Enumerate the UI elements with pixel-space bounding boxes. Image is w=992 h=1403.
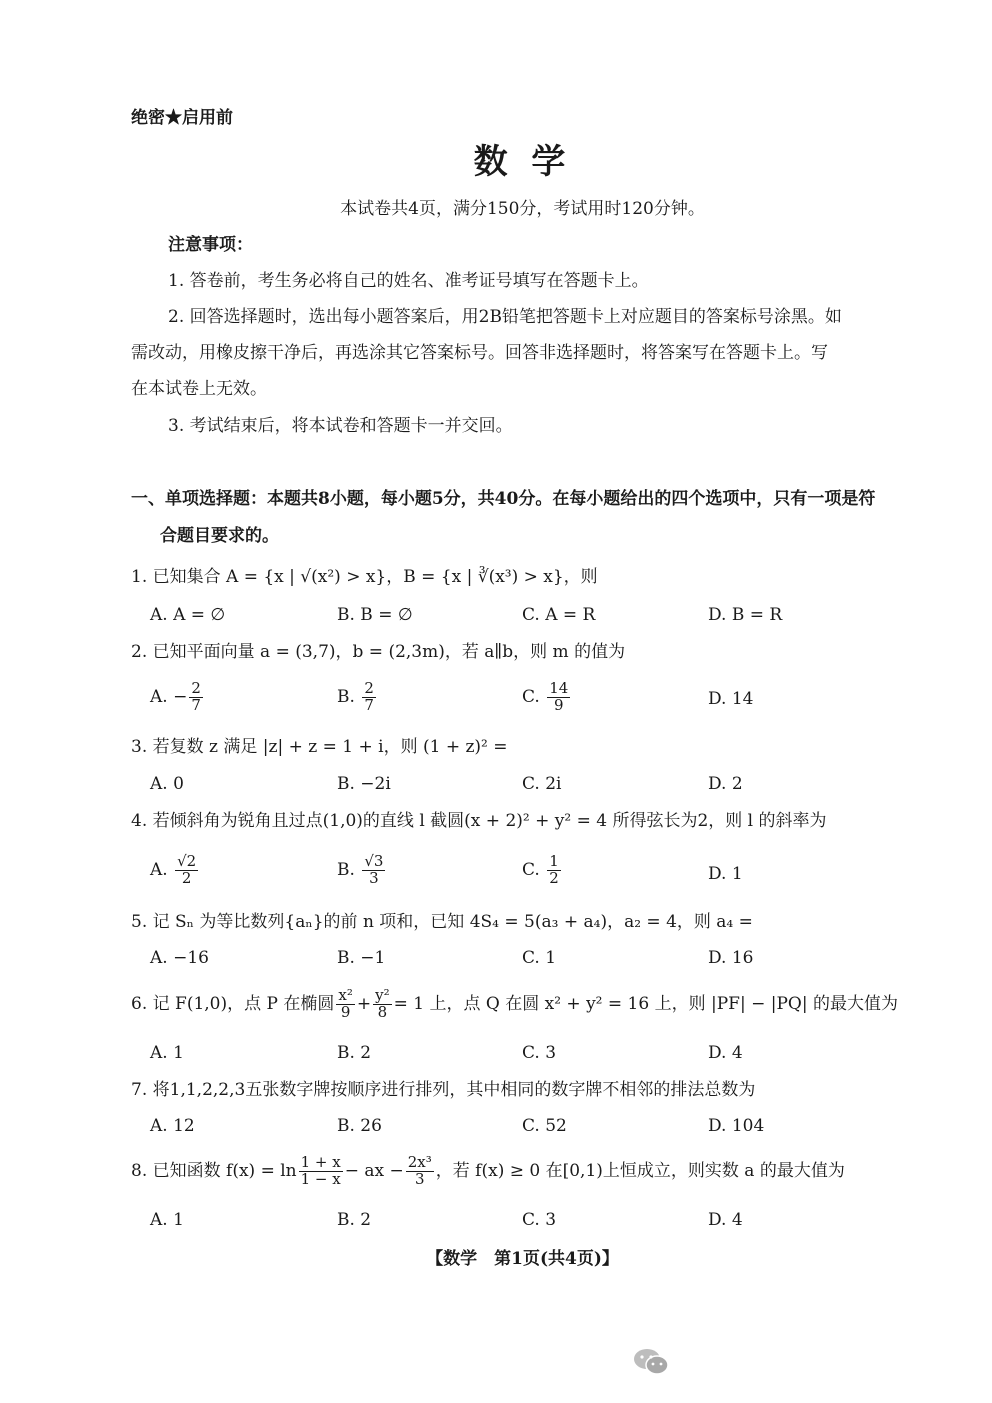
option: C. 52 [522, 1116, 567, 1136]
stem-text: 8. 已知函数 f(x) = ln [131, 1160, 297, 1181]
denominator: 3 [369, 868, 379, 887]
notice-item: 3. 考试结束后，将本试卷和答题卡一并交回。 [168, 416, 513, 436]
denominator: 2 [181, 868, 192, 887]
numerator: 1 + x [300, 1153, 341, 1171]
notice-item: 1. 答卷前，考生务必将自己的姓名、准考证号填写在答题卡上。 [168, 271, 649, 291]
numerator: x² [338, 986, 353, 1004]
option: D. 4 [708, 1210, 743, 1230]
numerator: √3 [364, 852, 384, 870]
fraction [189, 681, 203, 714]
section-heading: 一、单项选择题：本题共8小题，每小题5分，共40分。在每小题给出的四个选项中，只有一项是符 [131, 489, 876, 509]
option-label: A. − [150, 686, 188, 707]
denominator: 3 [414, 1169, 425, 1188]
option: D. 104 [708, 1116, 765, 1136]
option [522, 854, 563, 887]
notice-heading: 注意事项： [168, 235, 253, 255]
option [150, 854, 200, 887]
option-label: B. [337, 686, 361, 707]
section-heading-cont: 合题目要求的。 [160, 526, 279, 546]
page-title: 数 学 [473, 142, 572, 182]
fraction [547, 681, 570, 714]
fraction [362, 681, 376, 714]
option: B. −2i [337, 774, 391, 794]
option: D. B = R [708, 605, 783, 625]
option: B. 2 [337, 1210, 372, 1230]
denominator: 1 − x [300, 1169, 341, 1188]
fraction [336, 988, 354, 1021]
numerator: 1 [549, 852, 559, 870]
question-7-stem: 7. 将1,1,2,2,3五张数字牌按顺序进行排列，其中相同的数字牌不相邻的排法总数为 [131, 1080, 756, 1100]
question-6-stem [131, 988, 898, 1021]
fraction [547, 854, 561, 887]
option [337, 681, 378, 714]
option: A. A = ∅ [150, 605, 226, 625]
option-label: C. [522, 686, 546, 707]
option [150, 681, 205, 714]
stem-text: = 1 上，点 Q 在圆 x² + y² = 16 上，则 |PF| − |PQ| 的最大值为 [393, 993, 898, 1014]
option [337, 854, 387, 887]
numerator: √2 [177, 852, 197, 870]
option: D. 14 [708, 689, 754, 709]
question-3-stem: 3. 若复数 z 满足 |z| + z = 1 + i，则 (1 + z)² = [131, 737, 508, 757]
question-2-stem: 2. 已知平面向量 a = (3,7)，b = (2,3m)，若 a∥b，则 m 的值为 [131, 642, 626, 662]
notice-item: 需改动，用橡皮擦干净后，再选涂其它答案标号。回答非选择题时，将答案写在答题卡上。写 [131, 343, 828, 363]
option-label: A. [150, 859, 174, 880]
option: B. 2 [337, 1043, 372, 1063]
option-label: C. [522, 859, 546, 880]
option: A. −16 [150, 948, 209, 968]
option: A. 12 [150, 1116, 195, 1136]
numerator: 14 [549, 679, 569, 697]
confidential-label: 绝密★启用前 [131, 108, 233, 128]
option [522, 681, 572, 714]
option: B. −1 [337, 948, 386, 968]
option: D. 4 [708, 1043, 743, 1063]
stem-text: ，若 f(x) ≥ 0 在[0,1)上恒成立，则实数 a 的最大值为 [435, 1160, 845, 1181]
denominator: 9 [340, 1002, 351, 1021]
question-1-stem: 1. 已知集合 A = {x | √(x²) > x}，B = {x | ∛(x³) > x}，则 [131, 567, 598, 587]
numerator: 2 [364, 679, 374, 697]
option: C. 3 [522, 1043, 557, 1063]
notice-item: 在本试卷上无效。 [131, 379, 267, 399]
option: B. 26 [337, 1116, 382, 1136]
denominator: 9 [553, 695, 564, 714]
option: C. 2i [522, 774, 562, 794]
option: B. B = ∅ [337, 605, 413, 625]
fraction [373, 988, 392, 1021]
denominator: 7 [364, 695, 374, 714]
fraction [175, 854, 198, 887]
option: A. 1 [150, 1043, 184, 1063]
stem-text: + [356, 993, 372, 1014]
fraction [299, 1155, 343, 1188]
question-5-stem: 5. 记 Sₙ 为等比数列{aₙ}的前 n 项和，已知 4S₄ = 5(a₃ + a₄)，a₂ = 4，则 a₄ = [131, 912, 753, 932]
option: C. 1 [522, 948, 557, 968]
stem-text: 6. 记 F(1,0)，点 P 在椭圆 [131, 993, 335, 1014]
option: D. 1 [708, 864, 743, 884]
option: A. 1 [150, 1210, 184, 1230]
numerator: 2x³ [407, 1153, 432, 1171]
question-8-stem [131, 1155, 845, 1188]
denominator: 8 [377, 1002, 388, 1021]
fraction [362, 854, 385, 887]
page-footer: 【数学 第1页(共4页)】 [426, 1249, 619, 1269]
option: A. 0 [150, 774, 184, 794]
stem-text: − ax − [344, 1160, 404, 1181]
option: C. A = R [522, 605, 596, 625]
numerator: y² [375, 986, 390, 1004]
denominator: 2 [549, 868, 559, 887]
option-label: B. [337, 859, 361, 880]
denominator: 7 [191, 695, 201, 714]
option: D. 2 [708, 774, 743, 794]
option: C. 3 [522, 1210, 557, 1230]
wechat-icon [632, 1346, 672, 1378]
numerator: 2 [191, 679, 201, 697]
subtitle: 本试卷共4页，满分150分，考试用时120分钟。 [340, 199, 705, 219]
option: D. 16 [708, 948, 754, 968]
question-4-stem: 4. 若倾斜角为锐角且过点(1,0)的直线 l 截圆(x + 2)² + y² = 4 所得弦长为2，则 l 的斜率为 [131, 811, 827, 831]
notice-item: 2. 回答选择题时，选出每小题答案后，用2B铅笔把答题卡上对应题目的答案标号涂黑。如 [168, 307, 842, 327]
fraction [406, 1155, 434, 1188]
